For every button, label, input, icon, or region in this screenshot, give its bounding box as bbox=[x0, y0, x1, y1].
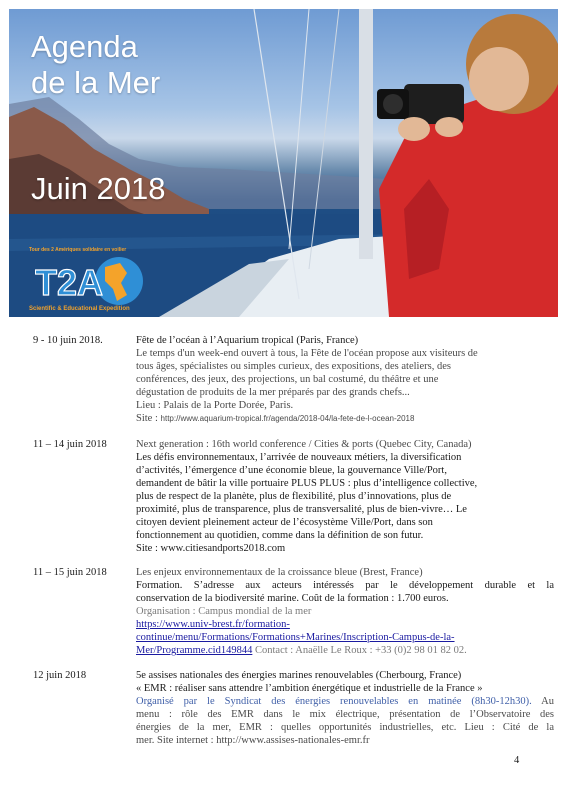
entry-date: 9 - 10 juin 2018. bbox=[33, 335, 103, 346]
entry-link-contact-line bbox=[136, 644, 554, 657]
entry-link-line[interactable]: continue/menu/Formations/Formations+Marines/Inscription-Campus-de-la- bbox=[136, 632, 455, 643]
entry-title: 5e assises nationales des énergies marines renouvelables (Cherbourg, France) bbox=[136, 670, 462, 681]
entry-description-line: mer. Site internet : http://www.assises-nationales-emr.fr bbox=[136, 735, 370, 746]
entry-quote: « EMR : réaliser sans attendre l’ambition énergétique et industrielle de la France » bbox=[136, 683, 483, 694]
logo-tagline: Tour des 2 Amériques solidaire en voilier bbox=[29, 247, 127, 253]
entry-description-line: Les défis environnementaux, l’arrivée de nouveaux métiers, la diversification bbox=[136, 452, 462, 463]
page-number: 4 bbox=[514, 755, 520, 766]
entry-rest-start: Au bbox=[531, 696, 554, 707]
entry-link-line[interactable]: https://www.univ-brest.fr/formation- bbox=[136, 619, 290, 630]
entry-title: Les enjeux environnementaux de la croissance bleue (Brest, France) bbox=[136, 567, 423, 578]
entry-formation-line: Formation. S’adresse aux acteurs intéressés par le développement durable et la bbox=[136, 580, 554, 591]
entry-date: 12 juin 2018 bbox=[33, 670, 87, 681]
agenda-title bbox=[31, 29, 160, 101]
agenda-title-line-1: Agenda bbox=[31, 29, 138, 64]
agenda-month: Juin 2018 bbox=[31, 171, 166, 206]
hero-banner bbox=[9, 9, 558, 317]
entry-description-line: proximité, plus de transparence, plus de transversalité, plus de bien-vivre… Le bbox=[136, 504, 467, 515]
entry-description-line: fonctionnement au quotidien, comme dans la définition de son futur. bbox=[136, 530, 424, 541]
entry-description-line: énergies de la mer, EMR : quelles opportunités industrielles, etc. Lieu : Cité de la bbox=[136, 722, 554, 733]
entry-site-label: Site : bbox=[136, 413, 161, 424]
entry-contact: Contact : Anaëlle Le Roux : +33 (0)2 98 01 82 02. bbox=[254, 645, 467, 656]
entry-date: 11 – 14 juin 2018 bbox=[33, 439, 107, 450]
agenda-title-line-2: de la Mer bbox=[31, 65, 161, 100]
entry-body bbox=[136, 566, 554, 657]
entry-description-line: tous âges, spécialistes ou simples curieux, des expositions, des ateliers, des bbox=[136, 361, 451, 372]
entry-organisation-line bbox=[136, 695, 554, 708]
entry-description-line: citoyen devient pleinement acteur de l’écosystème Ville/Port, dans son bbox=[136, 517, 433, 528]
entry-site bbox=[136, 412, 554, 425]
logo-subtitle: Scientific & Educational Expedition bbox=[29, 306, 130, 312]
entry-description-line: plus de respect de la planète, plus de flexibilité, plus d’innovations, plus de bbox=[136, 491, 452, 502]
entry-date: 11 – 15 juin 2018 bbox=[33, 567, 107, 578]
t2a-logo bbox=[29, 247, 189, 317]
entry-description-line: menu : rôle des EMR dans le mix électrique, présentation de l’Observatoire des bbox=[136, 709, 554, 720]
entry-organisation: Organisation : Campus mondial de la mer bbox=[136, 606, 312, 617]
entry-site[interactable]: Site : www.citiesandports2018.com bbox=[136, 543, 286, 554]
entry-description-line: dégustation de produits de la mer préparés par des grands chefs... bbox=[136, 387, 410, 398]
entry-description-line: d’activités, l’émergence d’une économie bleue, la gouvernance Ville/Port, bbox=[136, 465, 447, 476]
entry-title: Next generation : 16th world conference / Cities & ports (Quebec City, Canada) bbox=[136, 439, 472, 450]
entry-link-line[interactable]: Mer/Programme.cid149844 bbox=[136, 645, 253, 656]
entry-body bbox=[136, 669, 554, 747]
entry-formation-line: conservation de la biodiversité marine. Coût de la formation : 1.700 euros. bbox=[136, 593, 449, 604]
entry-body bbox=[136, 334, 554, 425]
entry-organisation: Organisé par le Syndicat des énergies renouvelables en matinée (8h30-12h30). bbox=[136, 696, 532, 707]
logo-t2a-text: T2A bbox=[35, 262, 104, 303]
entry-description-line: demandent de bâtir la ville portuaire PLUS PLUS : plus d’intelligence collective, bbox=[136, 478, 478, 489]
entry-description-line: Le temps d'un week-end ouvert à tous, la Fête de l'océan propose aux visiteurs de bbox=[136, 348, 478, 359]
entry-body bbox=[136, 438, 554, 555]
entry-description-line: conférences, des jeux, des projections, un bal costumé, du théâtre et une bbox=[136, 374, 439, 385]
entry-location: Lieu : Palais de la Porte Dorée, Paris. bbox=[136, 400, 294, 411]
t2a-logo-mark bbox=[35, 255, 185, 307]
entry-site-url[interactable]: http://www.aquarium-tropical.fr/agenda/2018-04/la-fete-de-l-ocean-2018 bbox=[160, 414, 415, 423]
entry-title: Fête de l’océan à l’Aquarium tropical (Paris, France) bbox=[136, 335, 359, 346]
